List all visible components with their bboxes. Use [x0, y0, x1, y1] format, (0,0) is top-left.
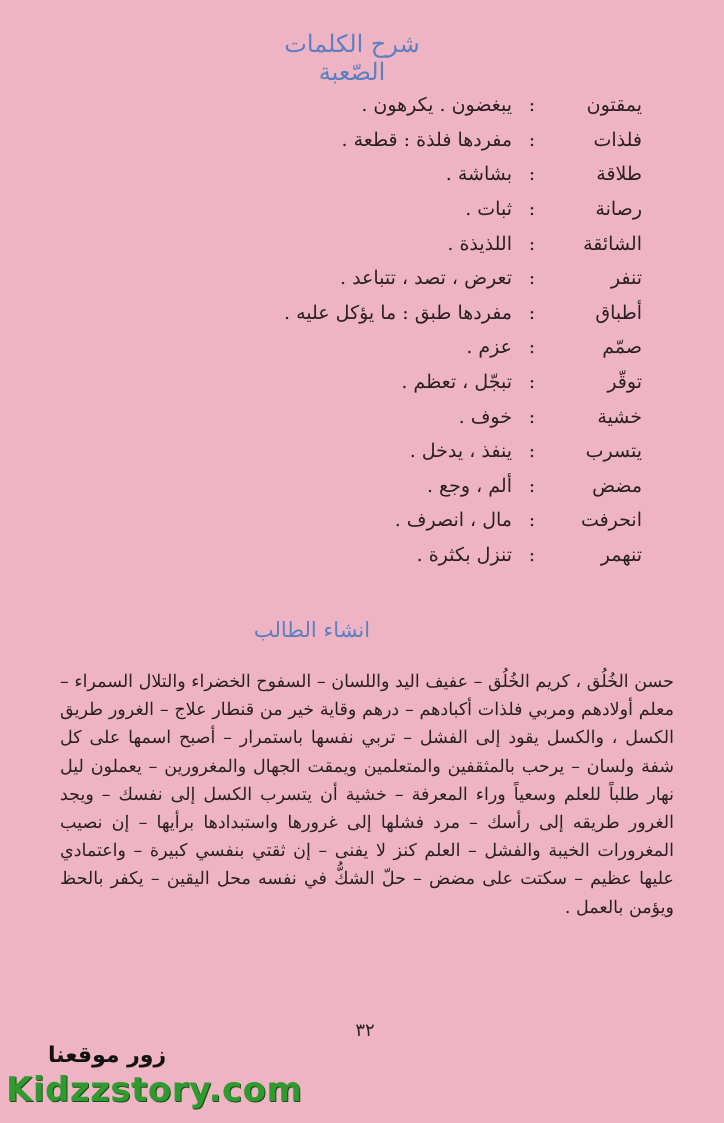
essay-paragraph: حسن الخُلُق ، كريم الخُلُق – عفيف اليد واللسان – السفوح الخضراء والتلال السمراء – معلم أولادهم ومربي فلذات أكبادهم – درهم وقاية خير من قنطار علاج – الغرور طريق الكسل ، والكسل يقود إلى الفشل – تربي نفسها باستمرار – أصبح اسمها على كل شفة ولسان – يرحب بالمثقفين والمتعلمين ويمقت الجهال والمغرورين – يعملون ليل نهار طلباً للعلم وسعياً وراء المعرفة – خشية أن يتسرب الكسل إلى نفسك – ويجد الغرور طريقه إلى رأسك – مرد فشلها إلى غرورها واستبدادها برأيها – إن نصيب المغرورات الخيبة والفشل – العلم كنز لا يفنى – إن ثقتي بنفسي كبيرة – واعتمادي عليها عظيم – سكتت على مضض – حلّ الشكُّ في نفسه محل اليقين – يكفر بالحظ ويؤمن بالعمل . [60, 672, 674, 918]
glossary-row [82, 538, 642, 573]
glossary-row [82, 330, 642, 365]
glossary-row [82, 469, 642, 504]
glossary-separator: : [528, 440, 536, 463]
glossary-word: يتسرب [585, 440, 642, 463]
glossary-separator: : [528, 163, 536, 186]
glossary-row [82, 123, 642, 158]
glossary-meaning: تبجّل ، تعظم . [401, 371, 512, 394]
page-title: شرح الكلمات الصّعبة [284, 30, 420, 86]
section-title: انشاء الطالب [253, 618, 371, 642]
glossary-word: الشائقة [583, 232, 642, 255]
glossary-row [82, 399, 642, 434]
glossary-row [82, 261, 642, 296]
glossary-word: يمقتون [586, 94, 642, 117]
glossary-meaning: تعرض ، تصد ، تتباعد . [339, 267, 512, 290]
glossary-row [82, 503, 642, 538]
glossary-word: فلذات [593, 128, 642, 151]
glossary-word: أطباق [595, 301, 642, 324]
glossary-meaning: ثبات . [465, 198, 512, 221]
glossary-meaning: بشاشة . [445, 163, 512, 186]
glossary-meaning: مفردها طبق : ما يؤكل عليه . [284, 301, 512, 324]
glossary-word: خشية [597, 405, 642, 428]
glossary-meaning: تنزل بكثرة . [416, 544, 512, 567]
glossary-word: صمّم [602, 336, 642, 359]
glossary-meaning: مفردها فلذة : قطعة . [341, 128, 512, 151]
glossary-meaning: ألم ، وجع . [426, 474, 512, 497]
glossary-list [82, 88, 642, 572]
glossary-row [82, 226, 642, 261]
watermark-arabic: زور موقعنا [48, 1043, 167, 1068]
glossary-meaning: مال ، انصرف . [394, 509, 512, 532]
glossary-meaning: يبغضون . يكرهون . [361, 94, 512, 117]
glossary-row [82, 157, 642, 192]
glossary-separator: : [528, 544, 536, 567]
glossary-separator: : [528, 474, 536, 497]
glossary-word: تنفر [610, 267, 642, 290]
glossary-meaning: ينفذ ، يدخل . [409, 440, 512, 463]
glossary-separator: : [528, 267, 536, 290]
glossary-row [82, 365, 642, 400]
glossary-row [82, 434, 642, 469]
glossary-separator: : [528, 336, 536, 359]
glossary-separator: : [528, 405, 536, 428]
glossary-separator: : [528, 198, 536, 221]
glossary-row [82, 192, 642, 227]
glossary-word: مضض [592, 474, 642, 497]
glossary-word: طلاقة [596, 163, 642, 186]
glossary-separator: : [528, 94, 536, 117]
glossary-meaning: اللذيذة . [447, 232, 512, 255]
glossary-separator: : [528, 301, 536, 324]
glossary-meaning: عزم . [466, 336, 512, 359]
glossary-meaning: خوف . [458, 405, 512, 428]
glossary-separator: : [528, 232, 536, 255]
glossary-word: تنهمر [600, 544, 642, 567]
glossary-row [82, 88, 642, 123]
glossary-word: انحرفت [580, 509, 642, 532]
glossary-separator: : [528, 509, 536, 532]
glossary-row [82, 296, 642, 331]
glossary-word: توقّر [607, 371, 642, 394]
page-number: ٣٢ [355, 1020, 375, 1041]
watermark-logo: Kidzzstory.com [6, 1070, 303, 1110]
glossary-separator: : [528, 371, 536, 394]
glossary-word: رصانة [595, 198, 642, 221]
glossary-separator: : [528, 128, 536, 151]
